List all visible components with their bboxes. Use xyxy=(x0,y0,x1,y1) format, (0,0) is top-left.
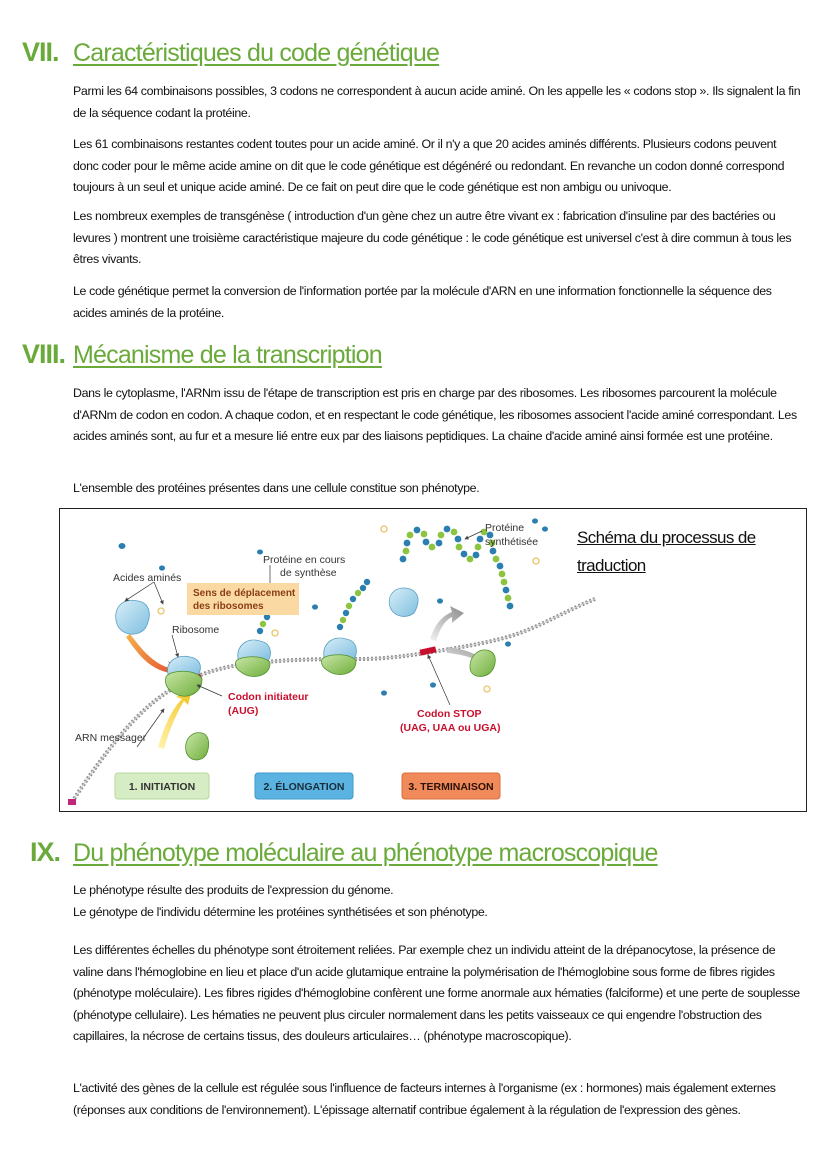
figure-caption: Schéma du processus de traduction xyxy=(577,528,756,575)
ribosome-elongation-2 xyxy=(321,638,356,675)
paragraph: Les différentes échelles du phénotype sont étroitement reliées. Par exemple chez un individu atteint de la drépanocytose, la présence de valine dans l'hémoglobine en lieu et place d'un acide glutamique entraine la polymérisation de l'hémoglobine sous forme de fibres rigides (phénotype moléculaire). Les fibres rigides d'hémoglobine confèrent une forme anormale aux hématies (falciforme) et une perte de souplesse (phénotype cellulaire). Les hématies ne peuvent plus circuler normalement dans les petits vaisseaux ce qui engendre l'obstruction des capillaires, la nécrose de certains tissus, des douleurs articulaires… (phénotype macroscopique). xyxy=(73,943,800,1043)
section-9-heading xyxy=(30,837,658,868)
label-acides-amines: Acides aminés xyxy=(113,572,182,584)
paragraph: L'ensemble des protéines présentes dans une cellule constitue son phénotype. xyxy=(73,481,480,495)
section-8-heading xyxy=(22,339,382,370)
paragraph: Les nombreux exemples de transgénèse ( introduction d'un gène chez un autre être vivant ex : fabrication d'insuline par des bactéries ou levures ) montrent une troisième caractéristique majeure du code génétique : le code génétique est universel c'est à dire commun à tous les êtres vivants. xyxy=(73,209,792,266)
ribosome-elongation-1 xyxy=(235,640,270,677)
section-9-number: IX. xyxy=(30,837,61,867)
label-ribosome: Ribosome xyxy=(172,624,220,636)
section-8-number: VIII. xyxy=(22,339,66,369)
release-arrow xyxy=(430,606,464,641)
ribosome-released-blue xyxy=(389,588,418,616)
ribosome-free-green xyxy=(186,733,209,760)
label-codon-initiateur-2: (AUG) xyxy=(228,705,259,717)
ribosome-free-blue xyxy=(116,600,150,634)
section-7-number: VII. xyxy=(22,37,59,67)
paragraph: L'activité des gènes de la cellule est régulée sous l'influence de facteurs internes à l'organisme (ex : hormones) mais également externes (réponses aux conditions de l'environnement). L'épissage alternatif contribue également à la régulation de l'expression des gènes. xyxy=(73,1081,776,1117)
ribosome-initiation xyxy=(166,656,203,696)
stage-terminaison xyxy=(402,773,500,799)
label-sens-line1: Sens de déplacement xyxy=(193,588,296,599)
label-arn-messager: ARN messager xyxy=(75,732,147,744)
section-9-title: Du phénotype moléculaire au phénotype macroscopique xyxy=(73,839,658,867)
paragraph: Les 61 combinaisons restantes codent toutes pour un acide aminé. Or il n'y a que 20 acides aminés différents. Plusieurs codons peuvent donc coder pour le même acide amine on dit que le code génétique est dégénéré ou redondant. En revanche un codon donné correspond toujours à un seul et unique acide aminé. De ce fait on peut dire que le code génétique est non ambigu ou univoque. xyxy=(73,137,785,194)
paragraph: Dans le cytoplasme, l'ARNm issu de l'étape de transcription est pris en charge par des ribosomes. Les ribosomes parcourent la molécule d'ARNm de codon en codon. A chaque codon, et en respectant le code génétique, les ribosomes associent l'acide aminé correspondant. Les acides aminés sont, au fur et a mesure lié entre eux par des liaisons peptidiques. La chaine d'acide aminé ainsi formée est une protéine. xyxy=(73,386,797,443)
stage-terminaison-label: 3. TERMINAISON xyxy=(408,781,494,793)
section-8-title: Mécanisme de la transcription xyxy=(73,341,382,369)
stage-initiation-label: 1. INITIATION xyxy=(128,781,196,793)
label-proteine-cours-2: de synthèse xyxy=(280,567,337,579)
paragraph: Le code génétique permet la conversion de l'information portée par la molécule d'ARN en une information fonctionnelle la séquence des acides aminés de la protéine. xyxy=(73,284,772,320)
label-proteine-synth-1: Protéine xyxy=(485,522,525,534)
mrna-5prime-cap xyxy=(68,799,76,805)
section-7-title: Caractéristiques du code génétique xyxy=(73,39,440,67)
label-proteine-cours-1: Protéine en cours xyxy=(263,554,346,566)
paragraph: Parmi les 64 combinaisons possibles, 3 codons ne correspondent à aucun acide aminé. On les appelle les « codons stop ». Ils signalent la fin de la séquence codant la protéine. xyxy=(73,84,801,120)
stage-elongation xyxy=(255,773,353,799)
stage-initiation xyxy=(115,773,209,799)
label-codon-stop-2: (UAG, UAA ou UGA) xyxy=(400,722,501,734)
stage-elongation-label: 2. ÉLONGATION xyxy=(263,781,345,793)
label-proteine-synth-2: synthétisée xyxy=(485,536,539,548)
section-7-heading xyxy=(22,37,439,68)
label-codon-stop-1: Codon STOP xyxy=(417,708,482,720)
paragraph: Le phénotype résulte des produits de l'expression du génome. Le génotype de l'individu détermine les protéines synthétisées et son phénotype. xyxy=(73,883,488,919)
mrna-strand xyxy=(72,599,595,802)
peptide-chain-long xyxy=(337,579,370,630)
label-codon-initiateur-1: Codon initiateur xyxy=(228,691,309,703)
label-sens-line2: des ribosomes xyxy=(193,601,264,612)
